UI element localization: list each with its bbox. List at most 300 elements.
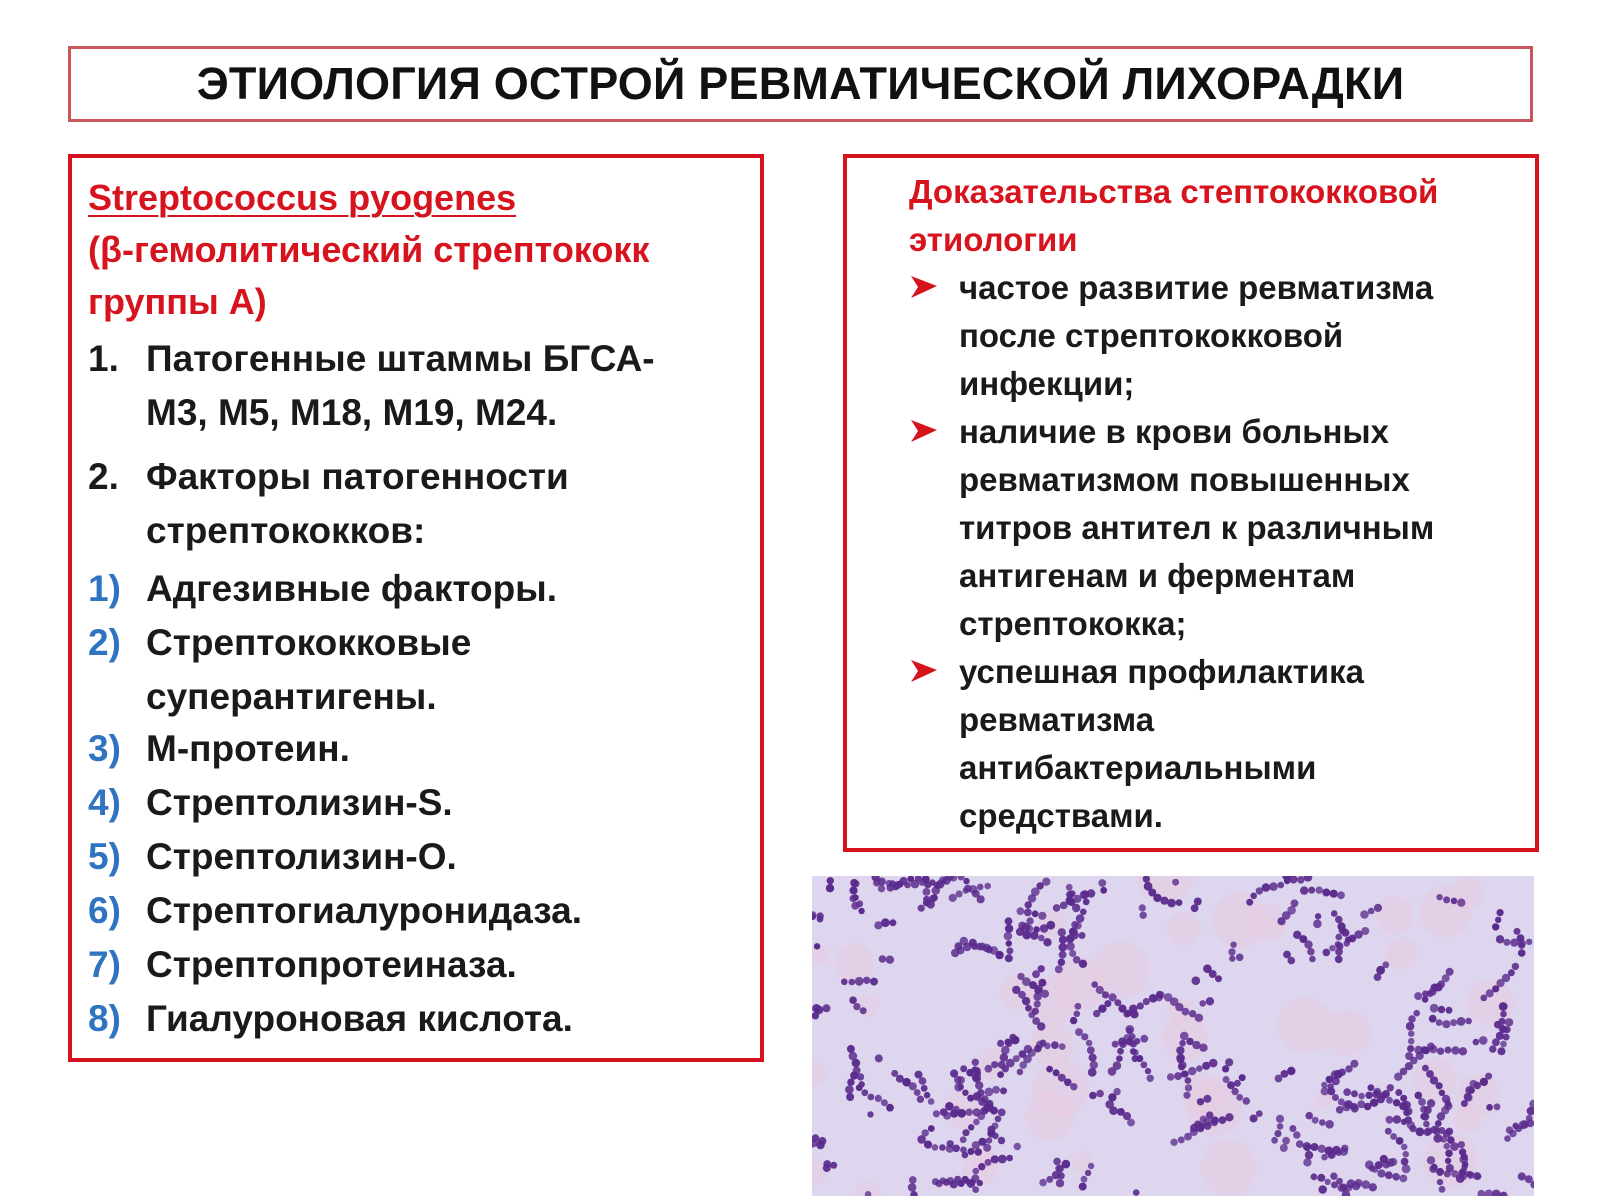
coccus-cell (1288, 957, 1296, 965)
coccus-cell (987, 1126, 995, 1134)
coccus-cell (1072, 904, 1080, 912)
coccus-cell (1280, 1144, 1288, 1152)
coccus-cell (1053, 1069, 1060, 1076)
coccus-cell (1369, 1165, 1376, 1172)
evidence-heading-line1: Доказательства стептококковой (909, 173, 1439, 210)
coccus-cell (1377, 1169, 1385, 1177)
coccus-cell (1071, 921, 1078, 928)
coccus-cell (1269, 882, 1278, 891)
coccus-cell (1194, 898, 1202, 906)
coccus-cell (1307, 948, 1315, 956)
coccus-cell (1392, 1173, 1400, 1181)
factor-number: 3) (88, 728, 121, 769)
coccus-cell (1167, 899, 1176, 908)
coccus-cell (1089, 1092, 1097, 1100)
coccus-cell (1495, 917, 1501, 923)
coccus-cell (1006, 1155, 1013, 1162)
coccus-cell (1022, 923, 1031, 932)
coccus-cell (1126, 1038, 1134, 1046)
coccus-cell (1429, 1015, 1437, 1023)
coccus-cell (962, 1129, 969, 1136)
coccus-cell (879, 955, 887, 963)
coccus-cell (1274, 1130, 1281, 1137)
stain-blotch (1201, 1140, 1257, 1196)
coccus-cell (1446, 1007, 1453, 1014)
coccus-cell (1345, 1185, 1352, 1192)
coccus-cell (1032, 1017, 1040, 1025)
coccus-cell (1331, 910, 1338, 917)
coccus-cell (1418, 1098, 1426, 1106)
factor-number: 5) (88, 836, 121, 877)
factor-text: Стрептолизин-О. (146, 836, 457, 877)
coccus-cell (1444, 1143, 1451, 1150)
coccus-cell (924, 1092, 931, 1099)
coccus-cell (1518, 1172, 1526, 1180)
coccus-cell (1393, 1115, 1402, 1124)
coccus-cell (973, 1119, 980, 1126)
coccus-cell (1401, 1158, 1409, 1166)
coccus-cell (1303, 1158, 1311, 1166)
coccus-cell (1374, 904, 1382, 912)
coccus-cell (1439, 1186, 1446, 1193)
left-panel (68, 154, 764, 1062)
coccus-cell (1442, 1095, 1450, 1103)
factor-text: М-протеин. (146, 728, 350, 769)
coccus-cell (827, 877, 834, 884)
coccus-cell (1415, 1092, 1423, 1100)
coccus-cell (886, 956, 894, 964)
coccus-cell (1337, 891, 1345, 899)
factor-item (88, 830, 748, 884)
coccus-cell (817, 916, 824, 923)
coccus-cell (1339, 1069, 1346, 1076)
coccus-cell (1458, 1141, 1465, 1148)
coccus-cell (1446, 1164, 1454, 1172)
coccus-cell (1225, 1113, 1233, 1121)
coccus-cell (1498, 1047, 1506, 1055)
coccus-cell (1291, 899, 1299, 907)
coccus-cell (1368, 908, 1375, 915)
coccus-cell (857, 1073, 864, 1080)
stain-blotch (1032, 1060, 1089, 1117)
coccus-cell (1480, 1078, 1488, 1086)
coccus-cell (997, 1040, 1004, 1047)
coccus-cell (1486, 1104, 1493, 1111)
coccus-cell (1234, 1080, 1241, 1087)
coccus-cell (1222, 1065, 1229, 1072)
coccus-cell (1430, 1004, 1439, 1013)
coccus-cell (1403, 1109, 1410, 1116)
organism-desc-line2: группы А) (88, 281, 267, 322)
coccus-cell (1351, 1103, 1358, 1110)
coccus-cell (1206, 997, 1214, 1005)
coccus-cell (1342, 929, 1350, 937)
coccus-cell (849, 886, 857, 894)
coccus-cell (1421, 1113, 1429, 1121)
coccus-cell (1505, 1018, 1513, 1026)
coccus-cell (1499, 1025, 1507, 1033)
coccus-cell (1129, 1005, 1138, 1014)
coccus-cell (1519, 1120, 1528, 1129)
coccus-cell (963, 878, 969, 884)
coccus-cell (1277, 1123, 1284, 1130)
coccus-cell (1236, 1094, 1243, 1101)
coccus-cell (965, 1109, 972, 1116)
coccus-cell (972, 1186, 979, 1193)
page-title: ЭТИОЛОГИЯ ОСТРОЙ РЕВМАТИЧЕСКОЙ ЛИХОРАДКИ (196, 58, 1405, 109)
coccus-cell (950, 1180, 958, 1188)
coccus-cell (1297, 876, 1305, 884)
coccus-cell (1219, 1116, 1227, 1124)
coccus-cell (1358, 1093, 1365, 1100)
coccus-cell (868, 1094, 875, 1101)
coccus-cell (845, 1085, 854, 1094)
coccus-cell (1017, 973, 1024, 980)
coccus-cell (1089, 1054, 1097, 1062)
coccus-cell (1352, 1182, 1360, 1190)
coccus-cell (1365, 1092, 1372, 1099)
coccus-cell (1332, 1094, 1339, 1101)
coccus-cell (1336, 942, 1344, 950)
coccus-cell (1325, 1120, 1334, 1129)
coccus-cell (958, 1180, 965, 1187)
coccus-cell (909, 1082, 917, 1090)
coccus-cell (972, 1059, 979, 1066)
coccus-cell (1351, 1090, 1358, 1097)
coccus-cell (1497, 909, 1504, 916)
coccus-cell (1109, 1106, 1118, 1115)
coccus-cell (1140, 1035, 1148, 1043)
coccus-cell (1073, 956, 1081, 964)
coccus-cell (1118, 1005, 1126, 1013)
coccus-cell (1335, 934, 1342, 941)
coccus-cell (923, 888, 931, 896)
coccus-cell (1042, 878, 1050, 886)
coccus-cell (1074, 1011, 1081, 1018)
coccus-cell (1053, 1158, 1061, 1166)
stain-blotch (1212, 892, 1269, 949)
stain-blotch (1167, 912, 1201, 946)
coccus-cell (1053, 904, 1061, 912)
coccus-cell (867, 1111, 873, 1117)
coccus-cell (943, 1179, 950, 1186)
coccus-cell (1457, 899, 1465, 907)
factor-number: 4) (88, 782, 121, 823)
coccus-cell (984, 883, 991, 890)
coccus-cell (1446, 1128, 1454, 1136)
factor-item (88, 884, 748, 938)
coccus-cell (1005, 954, 1013, 962)
coccus-cell (1329, 945, 1335, 951)
coccus-cell (965, 1179, 971, 1185)
coccus-cell (1177, 1056, 1185, 1064)
coccus-cell (1423, 1128, 1431, 1136)
bullet-line: титров антител к различным (959, 509, 1435, 546)
coccus-cell (1039, 1179, 1047, 1187)
coccus-cell (1304, 940, 1312, 948)
coccus-cell (1457, 1017, 1466, 1026)
coccus-cell (1459, 1172, 1467, 1180)
coccus-cell (1517, 934, 1525, 942)
coccus-cell (909, 1176, 917, 1184)
coccus-cell (1368, 1084, 1375, 1091)
coccus-cell (1192, 976, 1201, 985)
coccus-cell (1494, 1103, 1501, 1110)
factor-item (88, 938, 748, 992)
coccus-cell (1040, 924, 1049, 933)
coccus-cell (878, 885, 885, 892)
bullet-line: стрептококка; (959, 605, 1187, 642)
bullet-line: антигенам и ферментам (959, 557, 1356, 594)
coccus-cell (1000, 1053, 1008, 1061)
coccus-cell (1081, 1176, 1088, 1183)
coccus-cell (1313, 920, 1322, 929)
coccus-cell (1445, 1047, 1452, 1054)
coccus-cell (856, 900, 863, 907)
coccus-cell (873, 879, 880, 886)
coccus-cell (1066, 934, 1075, 943)
coccus-cell (1386, 1097, 1393, 1104)
coccus-cell (1308, 887, 1315, 894)
coccus-cell (962, 1090, 968, 1096)
coccus-cell (1229, 955, 1235, 961)
coccus-cell (1405, 1052, 1413, 1060)
coccus-cell (1133, 1189, 1140, 1196)
coccus-cell (1527, 1119, 1535, 1127)
coccus-cell (1461, 1100, 1468, 1107)
factor-number: 8) (88, 998, 121, 1039)
coccus-cell (823, 1004, 831, 1012)
coccus-cell (855, 977, 864, 986)
coccus-cell (1032, 1008, 1039, 1015)
coccus-cell (1317, 1174, 1325, 1182)
coccus-cell (1075, 1003, 1082, 1010)
coccus-cell (1422, 996, 1429, 1003)
coccus-cell (1256, 1110, 1263, 1117)
coccus-cell (1429, 1045, 1437, 1053)
coccus-cell (1311, 1173, 1318, 1180)
coccus-cell (1380, 1092, 1387, 1099)
coccus-cell (1104, 1000, 1111, 1007)
coccus-cell (1512, 963, 1519, 970)
coccus-cell (1006, 947, 1013, 954)
coccus-cell (919, 879, 926, 886)
coccus-cell (1451, 898, 1458, 905)
bullet-line: наличие в крови больных (959, 413, 1389, 450)
coccus-cell (1004, 1039, 1011, 1046)
coccus-cell (904, 882, 911, 889)
coccus-cell (1345, 1065, 1352, 1072)
coccus-cell (1442, 1020, 1450, 1028)
coccus-cell (1038, 912, 1046, 920)
coccus-cell (1225, 1058, 1233, 1066)
coccus-cell (1032, 970, 1040, 978)
coccus-cell (1318, 1145, 1326, 1153)
coccus-cell (1499, 1002, 1508, 1011)
coccus-cell (1102, 991, 1109, 998)
coccus-cell (992, 1133, 999, 1140)
coccus-cell (986, 1137, 992, 1143)
coccus-cell (826, 884, 834, 892)
coccus-cell (1005, 917, 1013, 925)
coccus-cell (1004, 932, 1013, 941)
coccus-cell (967, 1095, 974, 1102)
coccus-cell (1100, 887, 1107, 894)
coccus-cell (1414, 992, 1422, 1000)
coccus-cell (1445, 1150, 1453, 1158)
coccus-cell (973, 1168, 980, 1175)
coccus-cell (1088, 1163, 1094, 1169)
coccus-cell (1316, 886, 1323, 893)
coccus-cell (940, 1108, 948, 1116)
coccus-cell (1058, 1074, 1066, 1082)
coccus-cell (1323, 949, 1331, 957)
coccus-cell (847, 1079, 854, 1086)
coccus-cell (1098, 879, 1106, 887)
coccus-cell (1179, 1040, 1186, 1047)
coccus-cell (1000, 1087, 1007, 1094)
factor-item (88, 616, 748, 724)
right-panel (843, 154, 1539, 852)
coccus-cell (1223, 1076, 1230, 1083)
coccus-cell (823, 1164, 831, 1172)
coccus-cell (1185, 1084, 1192, 1091)
coccus-cell (1420, 1106, 1427, 1113)
coccus-cell (1321, 1154, 1328, 1161)
factor-item (88, 992, 748, 1046)
organism-desc-line1: (β-гемолитический стрептококк (88, 229, 650, 270)
coccus-cell (1385, 1171, 1393, 1179)
coccus-cell (1361, 927, 1369, 935)
coccus-cell (889, 880, 896, 887)
coccus-cell (985, 1159, 992, 1166)
coccus-cell (1227, 1081, 1235, 1089)
coccus-cell (1014, 1143, 1021, 1150)
coccus-cell (858, 908, 864, 914)
coccus-cell (1058, 959, 1065, 966)
coccus-cell (1130, 1048, 1137, 1055)
coccus-cell (927, 900, 935, 908)
coccus-cell (1360, 910, 1369, 919)
coccus-cell (1492, 923, 1499, 930)
coccus-cell (1024, 1045, 1032, 1053)
coccus-cell (928, 1098, 935, 1105)
coccus-cell (1271, 1137, 1278, 1144)
stain-blotch (1324, 1009, 1370, 1055)
bullet-line: после стрептококковой (959, 317, 1344, 354)
coccus-cell (1209, 970, 1217, 978)
coccus-cell (1070, 1083, 1077, 1090)
coccus-cell (847, 1045, 855, 1053)
coccus-cell (997, 1071, 1004, 1078)
factor-text-line2: суперантигены. (146, 676, 437, 717)
coccus-cell (1046, 1066, 1053, 1073)
coccus-cell (1145, 1068, 1151, 1074)
coccus-cell (1206, 1111, 1214, 1119)
coccus-cell (1282, 1137, 1290, 1145)
coccus-cell (1276, 1115, 1284, 1123)
coccus-cell (1390, 1133, 1397, 1140)
stain-blotch (1071, 1152, 1092, 1173)
coccus-cell (1096, 1090, 1104, 1098)
coccus-cell (991, 1061, 998, 1068)
coccus-cell (1342, 1103, 1350, 1111)
coccus-cell (995, 951, 1003, 959)
coccus-cell (1059, 943, 1068, 952)
coccus-cell (1336, 1150, 1343, 1157)
coccus-cell (849, 979, 856, 986)
coccus-cell (939, 1144, 946, 1151)
coccus-cell (1499, 1018, 1506, 1025)
coccus-cell (1300, 886, 1308, 894)
coccus-cell (1387, 1084, 1394, 1091)
coccus-cell (1199, 1000, 1206, 1007)
coccus-cell (962, 1152, 969, 1159)
coccus-cell (1070, 1017, 1077, 1024)
coccus-cell (917, 1135, 926, 1144)
coccus-cell (1467, 1171, 1474, 1178)
coccus-cell (1312, 1117, 1319, 1124)
coccus-cell (1005, 924, 1013, 932)
coccus-cell (1328, 1151, 1336, 1159)
coccus-cell (1250, 1115, 1258, 1123)
coccus-cell (1178, 1136, 1185, 1143)
coccus-cell (1209, 1059, 1218, 1068)
coccus-cell (977, 1112, 985, 1120)
coccus-cell (949, 894, 957, 902)
organism-heading (88, 172, 748, 328)
coccus-cell (841, 979, 848, 986)
coccus-cell (969, 885, 978, 894)
coccus-cell (1341, 1145, 1348, 1152)
coccus-cell (1500, 1041, 1507, 1048)
coccus-cell (1203, 1095, 1211, 1103)
coccus-cell (1062, 1160, 1071, 1169)
coccus-cell (1066, 942, 1075, 951)
factor-number: 6) (88, 890, 121, 931)
coccus-cell (1446, 968, 1454, 976)
coccus-cell (928, 1125, 935, 1132)
organism-name: Streptococcus pyogenes (88, 177, 517, 218)
coccus-cell (849, 996, 857, 1004)
coccus-cell (1191, 904, 1199, 912)
list-text-line2: стрептококков: (146, 510, 426, 551)
stain-blotch (1420, 886, 1472, 938)
factor-text: Стрептолизин-S. (146, 782, 453, 823)
coccus-cell (972, 1074, 979, 1081)
coccus-cell (1176, 1046, 1184, 1054)
coccus-cell (1335, 916, 1343, 924)
coccus-cell (1055, 965, 1063, 973)
coccus-cell (1076, 914, 1085, 923)
coccus-cell (1512, 1123, 1519, 1130)
coccus-cell (1403, 1151, 1409, 1157)
coccus-cell (1468, 1087, 1475, 1094)
coccus-cell (1167, 1073, 1174, 1080)
coccus-cell (985, 946, 993, 954)
coccus-cell (853, 1003, 860, 1010)
coccus-cell (1025, 901, 1032, 908)
coccus-cell (998, 1137, 1005, 1144)
coccus-cell (1315, 913, 1321, 919)
coccus-cell (1518, 949, 1526, 957)
factor-text: Адгезивные факторы. (146, 568, 558, 609)
coccus-cell (1416, 1127, 1425, 1136)
coccus-cell (1056, 1179, 1064, 1187)
coccus-cell (1496, 935, 1504, 943)
coccus-cell (1091, 981, 1098, 988)
coccus-cell (1489, 1045, 1496, 1052)
